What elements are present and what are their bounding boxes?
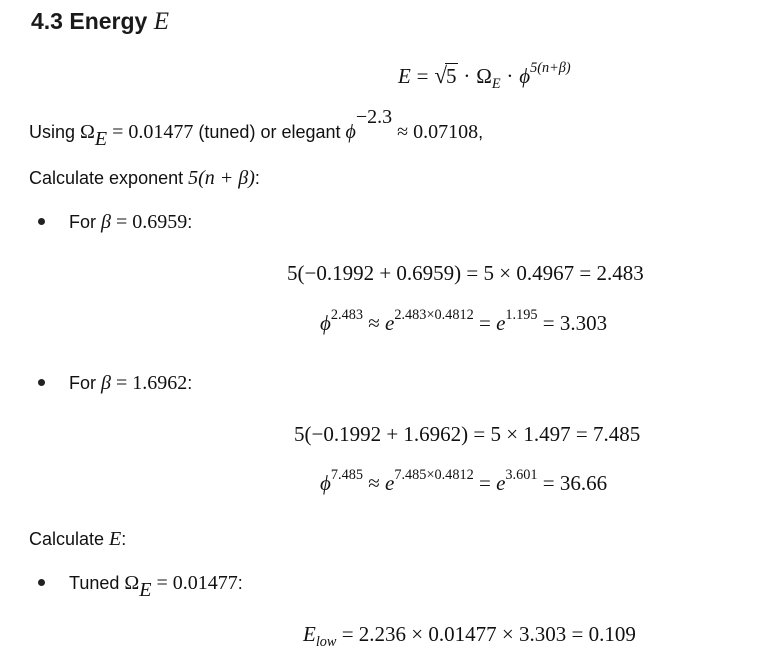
bullet-icon xyxy=(38,218,45,225)
e-exponent: 1.195 xyxy=(505,307,538,324)
using-line xyxy=(29,106,484,150)
bullet-icon xyxy=(38,579,45,586)
omega-value: = 0.01477 xyxy=(107,121,194,143)
formula-omega: Ω xyxy=(476,64,492,88)
section-heading-symbol: E xyxy=(153,8,170,35)
case1-power-equation xyxy=(320,307,608,336)
equals-sign: = xyxy=(473,471,497,495)
using-text: Using xyxy=(29,122,81,142)
formula-dot: · xyxy=(463,64,471,88)
using-middle-text: (tuned) or elegant xyxy=(193,122,346,142)
formula-dot: · xyxy=(506,64,514,88)
tuned-label: Tuned xyxy=(69,573,125,593)
E-symbol: E xyxy=(109,528,122,550)
omega-value: = 0.01477 xyxy=(151,572,238,594)
bullet-icon xyxy=(38,379,45,386)
sqrt-expression: √5 xyxy=(434,62,457,88)
section-heading xyxy=(31,8,169,36)
beta-symbol: β xyxy=(101,372,111,394)
omega-sub: E xyxy=(139,579,152,601)
list-item-case1 xyxy=(38,211,192,234)
formula-lhs: E xyxy=(398,64,411,88)
omega-symbol: Ω xyxy=(124,572,140,594)
list-item-case2 xyxy=(38,372,192,395)
colon: : xyxy=(121,529,127,549)
e-symbol: e xyxy=(385,311,395,335)
case2-power-equation xyxy=(320,467,608,496)
E-symbol: E xyxy=(303,622,316,646)
colon: : xyxy=(187,212,193,232)
beta-value: = 0.6959 xyxy=(110,211,188,233)
main-formula xyxy=(398,60,571,92)
case1-exponent-equation xyxy=(287,261,644,286)
phi-symbol: ϕ xyxy=(345,121,356,143)
case2-exponent-equation xyxy=(294,422,640,447)
e-exponent: 2.483×0.4812 xyxy=(394,307,474,324)
phi-symbol: ϕ xyxy=(320,471,331,495)
calc-E-text: Calculate xyxy=(29,529,110,549)
case1-line1: 5(−0.1992 + 0.6959) = 5 × 0.4967 = 2.483 xyxy=(287,261,644,285)
approx-sign: ≈ xyxy=(362,311,386,335)
e-low-equation xyxy=(303,622,636,650)
phi-exponent: 7.485 xyxy=(330,467,363,484)
colon: : xyxy=(237,573,243,593)
list-item-tuned xyxy=(38,572,243,601)
calc-exponent-text: Calculate exponent xyxy=(29,168,189,188)
omega-symbol: Ω xyxy=(80,121,95,143)
formula-phi-exponent: 5(n+β) xyxy=(530,60,571,77)
case2-line1: 5(−0.1992 + 1.6962) = 5 × 1.497 = 7.485 xyxy=(294,422,641,446)
calc-exponent-line xyxy=(29,167,260,190)
e-low-expression: = 2.236 × 0.01477 × 3.303 = 0.109 xyxy=(336,622,636,646)
phi-value: ≈ 0.07108 xyxy=(392,121,479,143)
beta-value: = 1.6962 xyxy=(110,372,188,394)
formula-equals: = xyxy=(416,64,429,88)
e-exponent: 3.601 xyxy=(505,467,538,484)
colon: : xyxy=(187,373,193,393)
case-label: For xyxy=(69,373,102,393)
formula-phi: ϕ xyxy=(519,64,531,88)
e-symbol: e xyxy=(385,471,395,495)
omega-sub: E xyxy=(94,128,108,150)
phi-exponent: −2.3 xyxy=(355,106,393,128)
phi-symbol: ϕ xyxy=(320,311,331,335)
e-symbol: e xyxy=(496,311,506,335)
case1-result: = 3.303 xyxy=(537,311,608,335)
beta-symbol: β xyxy=(101,211,111,233)
case-label: For xyxy=(69,212,102,232)
sqrt-radicand: 5 xyxy=(446,64,457,88)
case2-result: = 36.66 xyxy=(537,471,608,495)
section-heading-text: 4.3 Energy xyxy=(31,8,148,34)
approx-sign: ≈ xyxy=(362,471,386,495)
e-symbol: e xyxy=(496,471,506,495)
exponent-expression: 5(n + β) xyxy=(188,167,255,189)
equals-sign: = xyxy=(473,311,497,335)
e-exponent: 7.485×0.4812 xyxy=(394,467,474,484)
calc-E-line xyxy=(29,528,126,551)
colon: : xyxy=(254,168,260,188)
using-comma: , xyxy=(478,122,484,142)
E-low-sub: low xyxy=(315,633,337,650)
phi-exponent: 2.483 xyxy=(330,307,363,324)
formula-omega-sub: E xyxy=(491,75,501,92)
